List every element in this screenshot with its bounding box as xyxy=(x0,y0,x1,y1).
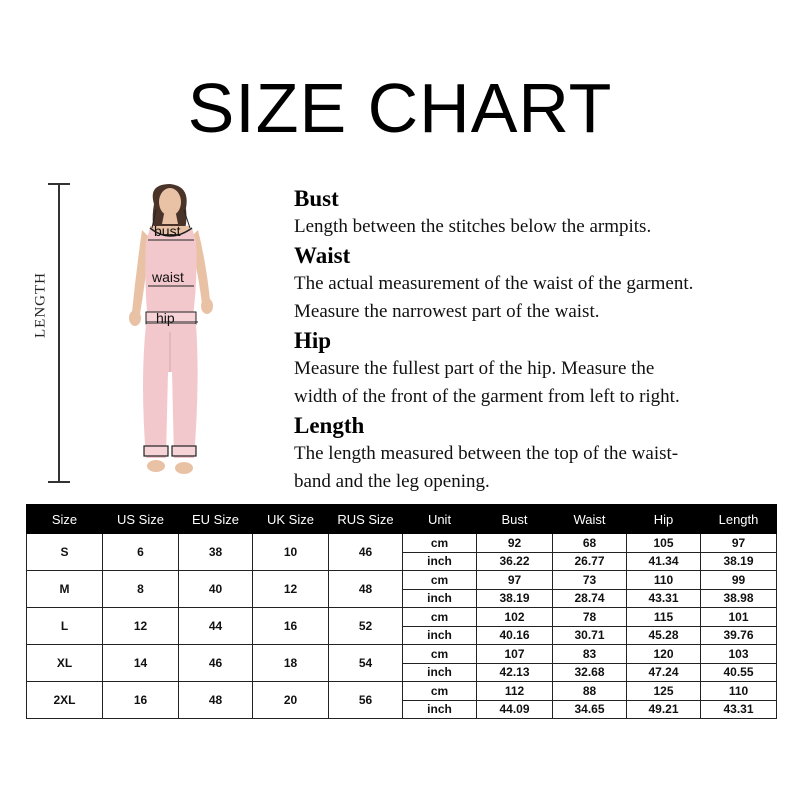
cell-hip: 41.34 xyxy=(627,552,701,571)
cell-rus-size: 56 xyxy=(329,682,403,719)
cell-eu-size: 48 xyxy=(179,682,253,719)
cell-waist: 78 xyxy=(553,608,627,627)
cell-uk-size: 10 xyxy=(253,534,329,571)
figure-label-bust: bust xyxy=(154,223,181,239)
cell-unit: cm xyxy=(403,534,477,553)
cell-size: XL xyxy=(27,645,103,682)
cell-bust: 40.16 xyxy=(477,626,553,645)
cell-size: 2XL xyxy=(27,682,103,719)
table-row xyxy=(27,534,777,553)
cell-us-size: 12 xyxy=(103,608,179,645)
cell-waist: 28.74 xyxy=(553,589,627,608)
cell-unit: cm xyxy=(403,608,477,627)
table-header-row xyxy=(27,505,777,534)
waist-heading: Waist xyxy=(294,243,351,268)
cell-eu-size: 44 xyxy=(179,608,253,645)
cell-bust: 102 xyxy=(477,608,553,627)
cell-length: 101 xyxy=(701,608,777,627)
cell-unit: inch xyxy=(403,663,477,682)
cell-bust: 112 xyxy=(477,682,553,701)
cell-unit: inch xyxy=(403,552,477,571)
cell-hip: 115 xyxy=(627,608,701,627)
cell-length: 43.31 xyxy=(701,700,777,719)
cell-hip: 125 xyxy=(627,682,701,701)
header-bust: Bust xyxy=(477,505,553,534)
table-row xyxy=(27,682,777,701)
model-figure xyxy=(110,182,235,494)
ruler-line xyxy=(58,184,60,482)
size-table xyxy=(26,504,777,719)
cell-bust: 44.09 xyxy=(477,700,553,719)
hip-description-line: Measure the fullest part of the hip. Measure the xyxy=(294,358,655,379)
cell-hip: 45.28 xyxy=(627,626,701,645)
figure-label-waist: waist xyxy=(152,269,184,285)
cell-rus-size: 52 xyxy=(329,608,403,645)
cell-unit: cm xyxy=(403,645,477,664)
cell-us-size: 8 xyxy=(103,571,179,608)
cell-us-size: 16 xyxy=(103,682,179,719)
cell-length: 40.55 xyxy=(701,663,777,682)
cell-size: M xyxy=(27,571,103,608)
cell-eu-size: 40 xyxy=(179,571,253,608)
cell-hip: 49.21 xyxy=(627,700,701,719)
cell-waist: 30.71 xyxy=(553,626,627,645)
cell-unit: inch xyxy=(403,589,477,608)
cell-size: S xyxy=(27,534,103,571)
table-row xyxy=(27,645,777,664)
length-description-line: band and the leg opening. xyxy=(294,471,490,492)
cell-hip: 105 xyxy=(627,534,701,553)
cell-waist: 73 xyxy=(553,571,627,590)
cell-waist: 83 xyxy=(553,645,627,664)
cell-waist: 68 xyxy=(553,534,627,553)
cell-bust: 107 xyxy=(477,645,553,664)
cell-uk-size: 18 xyxy=(253,645,329,682)
cell-waist: 34.65 xyxy=(553,700,627,719)
header-length: Length xyxy=(701,505,777,534)
cell-length: 39.76 xyxy=(701,626,777,645)
cell-rus-size: 54 xyxy=(329,645,403,682)
cell-length: 110 xyxy=(701,682,777,701)
cell-unit: cm xyxy=(403,571,477,590)
figure-label-hip: hip xyxy=(156,310,175,326)
cell-waist: 88 xyxy=(553,682,627,701)
cell-us-size: 14 xyxy=(103,645,179,682)
header-rus-size: RUS Size xyxy=(329,505,403,534)
cell-unit: inch xyxy=(403,700,477,719)
cell-bust: 97 xyxy=(477,571,553,590)
bust-heading: Bust xyxy=(294,186,339,211)
cell-waist: 26.77 xyxy=(553,552,627,571)
cell-rus-size: 46 xyxy=(329,534,403,571)
cell-length: 38.98 xyxy=(701,589,777,608)
cell-bust: 92 xyxy=(477,534,553,553)
cell-size: L xyxy=(27,608,103,645)
cell-hip: 120 xyxy=(627,645,701,664)
cell-uk-size: 20 xyxy=(253,682,329,719)
cell-hip: 110 xyxy=(627,571,701,590)
page-title: SIZE CHART xyxy=(187,69,613,147)
waist-description-line: The actual measurement of the waist of the garment. xyxy=(294,273,694,294)
cell-unit: inch xyxy=(403,626,477,645)
ruler-bottom-cap xyxy=(48,481,70,483)
hip-description-line: width of the front of the garment from left to right. xyxy=(294,386,680,407)
header-hip: Hip xyxy=(627,505,701,534)
header-eu-size: EU Size xyxy=(179,505,253,534)
cell-length: 99 xyxy=(701,571,777,590)
cell-rus-size: 48 xyxy=(329,571,403,608)
header-size: Size xyxy=(27,505,103,534)
length-heading: Length xyxy=(294,413,365,438)
hip-heading: Hip xyxy=(294,328,332,353)
table-row xyxy=(27,608,777,627)
cell-eu-size: 38 xyxy=(179,534,253,571)
cell-uk-size: 12 xyxy=(253,571,329,608)
measurement-descriptions xyxy=(294,184,794,496)
header-unit: Unit xyxy=(403,505,477,534)
cell-unit: cm xyxy=(403,682,477,701)
cell-waist: 32.68 xyxy=(553,663,627,682)
cell-bust: 38.19 xyxy=(477,589,553,608)
cell-length: 97 xyxy=(701,534,777,553)
header-waist: Waist xyxy=(553,505,627,534)
header-us-size: US Size xyxy=(103,505,179,534)
cell-hip: 47.24 xyxy=(627,663,701,682)
length-description-line: The length measured between the top of the waist- xyxy=(294,443,679,464)
cell-bust: 42.13 xyxy=(477,663,553,682)
cell-hip: 43.31 xyxy=(627,589,701,608)
waist-description-line: Measure the narrowest part of the waist. xyxy=(294,301,600,322)
header-uk-size: UK Size xyxy=(253,505,329,534)
cell-bust: 36.22 xyxy=(477,552,553,571)
table-row xyxy=(27,571,777,590)
cell-length: 38.19 xyxy=(701,552,777,571)
bust-description: Length between the stitches below the armpits. xyxy=(294,216,652,237)
cell-uk-size: 16 xyxy=(253,608,329,645)
cell-us-size: 6 xyxy=(103,534,179,571)
ruler-label: LENGTH xyxy=(33,268,50,342)
cell-length: 103 xyxy=(701,645,777,664)
cell-eu-size: 46 xyxy=(179,645,253,682)
